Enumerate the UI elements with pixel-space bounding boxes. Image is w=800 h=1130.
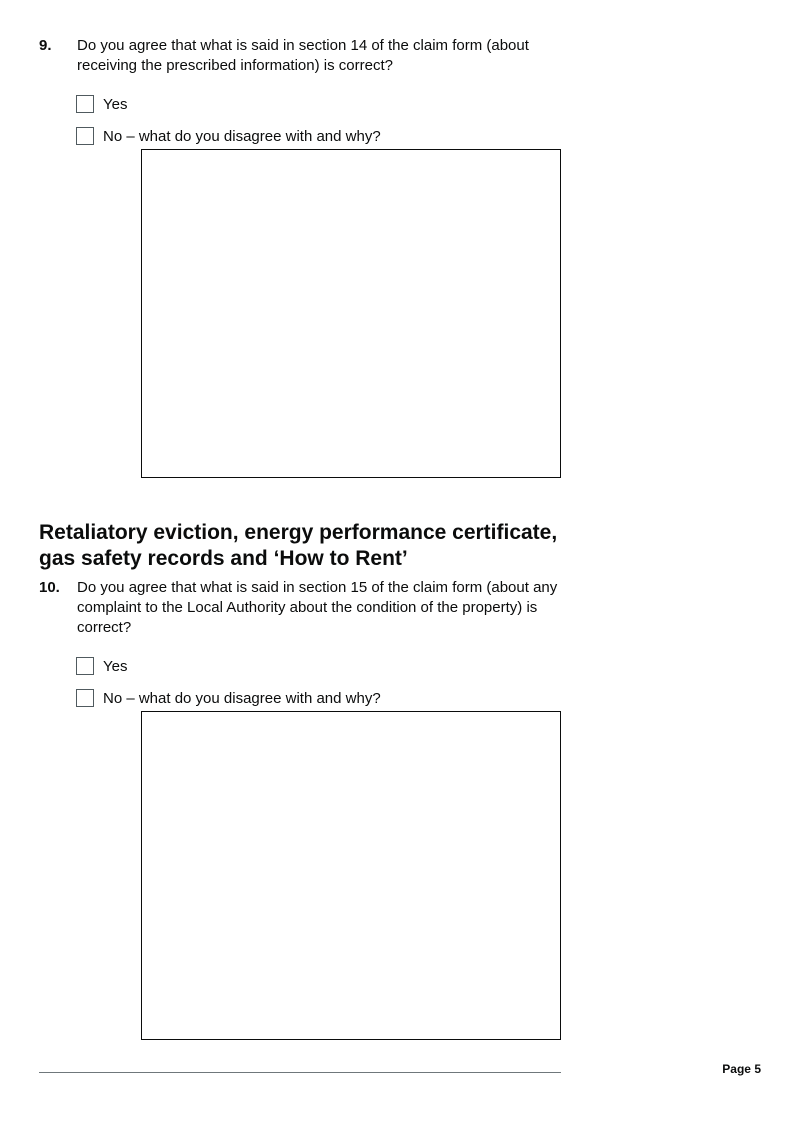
footer-divider <box>39 1072 561 1073</box>
yes-option[interactable] <box>76 94 127 114</box>
question-text: Do you agree that what is said in section 15 of the claim form (about any complaint to the Local Authority about the condition of the property) is correct? <box>77 579 558 636</box>
yes-option[interactable] <box>76 656 127 676</box>
question-number: 10. <box>39 579 60 596</box>
yes-label: Yes <box>103 95 128 113</box>
page-number: Page 5 <box>722 1062 761 1076</box>
no-label: No – what do you disagree with and why? <box>103 689 381 707</box>
no-label: No – what do you disagree with and why? <box>103 127 381 145</box>
yes-checkbox[interactable] <box>76 95 94 113</box>
no-option[interactable] <box>76 126 381 146</box>
no-checkbox[interactable] <box>76 127 94 145</box>
yes-label: Yes <box>103 657 128 675</box>
no-checkbox[interactable] <box>76 689 94 707</box>
yes-checkbox[interactable] <box>76 657 94 675</box>
section-heading: Retaliatory eviction, energy performance certificate, gas safety records and ‘How to Rent’ <box>39 521 558 570</box>
disagreement-answer-box[interactable] <box>141 711 561 1040</box>
disagreement-answer-box[interactable] <box>141 149 561 478</box>
no-option[interactable] <box>76 688 381 708</box>
question-number: 9. <box>39 37 52 54</box>
question-text: Do you agree that what is said in section 14 of the claim form (about receiving the prescribed information) is correct? <box>77 37 529 74</box>
